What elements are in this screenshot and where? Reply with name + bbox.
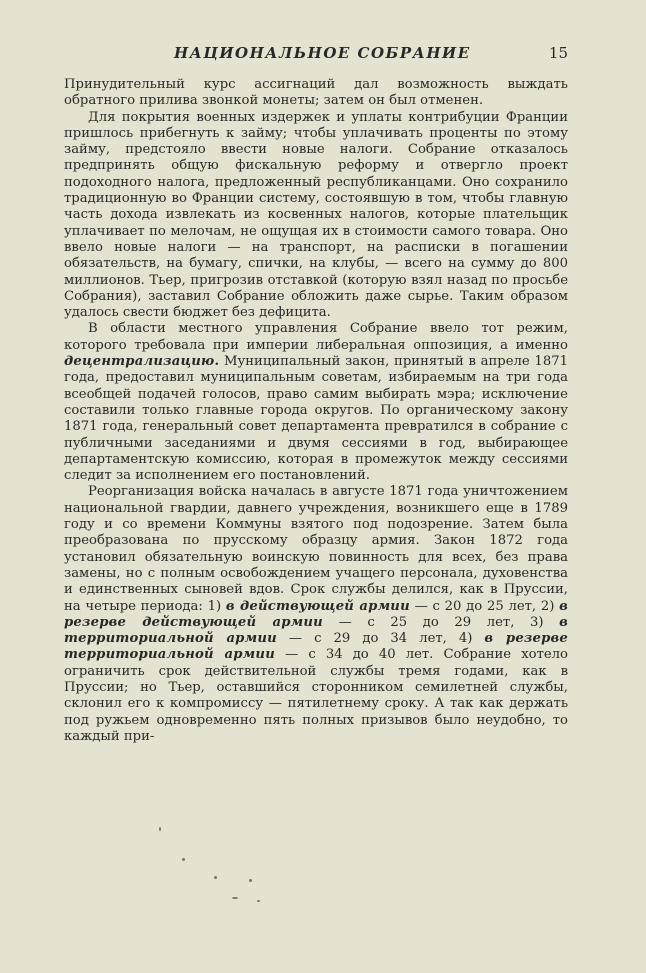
print-speck xyxy=(249,879,252,882)
page-header xyxy=(64,44,568,64)
text-segment: — с 20 до 25 лет, 2) xyxy=(409,598,560,614)
paragraph xyxy=(64,484,568,745)
body-text xyxy=(64,77,568,745)
text-segment: Для покрытия военных издержек и уплаты контрибуции Франции пришлось прибегнуть к займу; чтобы уплачивать проценты по этому займу, предстояло ввести новые налоги. Собрание отказалось предпринять общую фискальную реформу и отвергло проект подоходного налога, предложенный республиканцами. Оно сохранило традиционную во Франции систему, состоявшую в том, чтобы главную часть дохода извлекать из косвенных налогов, которые плательщик уплачивает по мелочам, не ощущая их в стоимости самого товара. Оно ввело новые налоги — на транспорт, на расписки в погашении обязательств, на бумагу, спички, на клубы, — всего на сумму до 800 миллионов. Тьер, пригрозив отставкой (которую взял назад по просьбе Собрания), заставил Собрание обложить даже сырье. Таким образом удалось свести бюджет без дефицита. xyxy=(64,109,568,321)
text-segment: — с 25 до 29 лет, 3) xyxy=(322,614,560,630)
paragraph xyxy=(64,77,568,110)
emphasized-text: децентрализацию. xyxy=(64,354,220,370)
text-segment: В области местного управления Собрание ввело тот режим, которого требовала при империи либеральная оппозиция, а именно xyxy=(64,321,568,353)
print-speck xyxy=(182,858,185,861)
print-speck xyxy=(159,827,161,831)
emphasized-text: в резерве действующей армии xyxy=(64,598,568,630)
emphasized-text: в действующей армии xyxy=(225,598,410,614)
text-segment: — с 29 до 34 лет, 4) xyxy=(276,631,485,647)
page-number: 15 xyxy=(548,44,568,62)
text-segment: Муниципальный закон, принятый в апреле 1871 года, предоставил муниципальным советам, избираемым на три года всеобщей подачей голосов, право самим выбирать мэра; исключение составили только главные города округов. По органическому закону 1871 года, генеральный совет департамента превратился в собрание с публичными заседаниями и двумя сессиями в год, выбирающее департаментскую комиссию, которая в промежуток между сессиями следит за исполнением его постановлений. xyxy=(64,354,568,484)
paragraph xyxy=(64,110,568,322)
emphasized-text: в резерве территориальной армии xyxy=(64,631,568,663)
print-speck xyxy=(232,897,238,899)
text-segment: Реорганизация войска началась в августе 1871 года уничтожением национальной гвардии, давнего учреждения, возникшего еще в 1789 году и со времени Коммуны взятого под подозрение. Затем была преобразована по прусскому образцу армия. Закон 1872 года установил обязательную воинскую повинность для всех, без права замены, но с полным освобождением учащего персонала, духовенства и единственных сыновей вдов. Срок службы делился, как в Пруссии, на четыре периода: 1) xyxy=(64,484,568,614)
text-segment: Принудительный курс ассигнаций дал возможность выждать обратного прилива звонкой монеты; затем он был отменен. xyxy=(64,77,568,109)
print-speck xyxy=(257,900,260,902)
text-segment: — с 34 до 40 лет. Собрание хотело ограничить срок действительной службы тремя годами, как в Пруссии; но Тьер, оставшийся сторонником семилетней службы, склонил его к компромиссу — пятилетнему сроку. А так как держать под ружьем одновременно пять полных призывов было неудобно, то каждый при- xyxy=(64,647,568,744)
paragraph xyxy=(64,321,568,484)
print-speck xyxy=(214,876,217,879)
running-title: НАЦИОНАЛЬНОЕ СОБРАНИЕ xyxy=(174,44,471,62)
emphasized-text: в территориальной армии xyxy=(64,614,568,647)
